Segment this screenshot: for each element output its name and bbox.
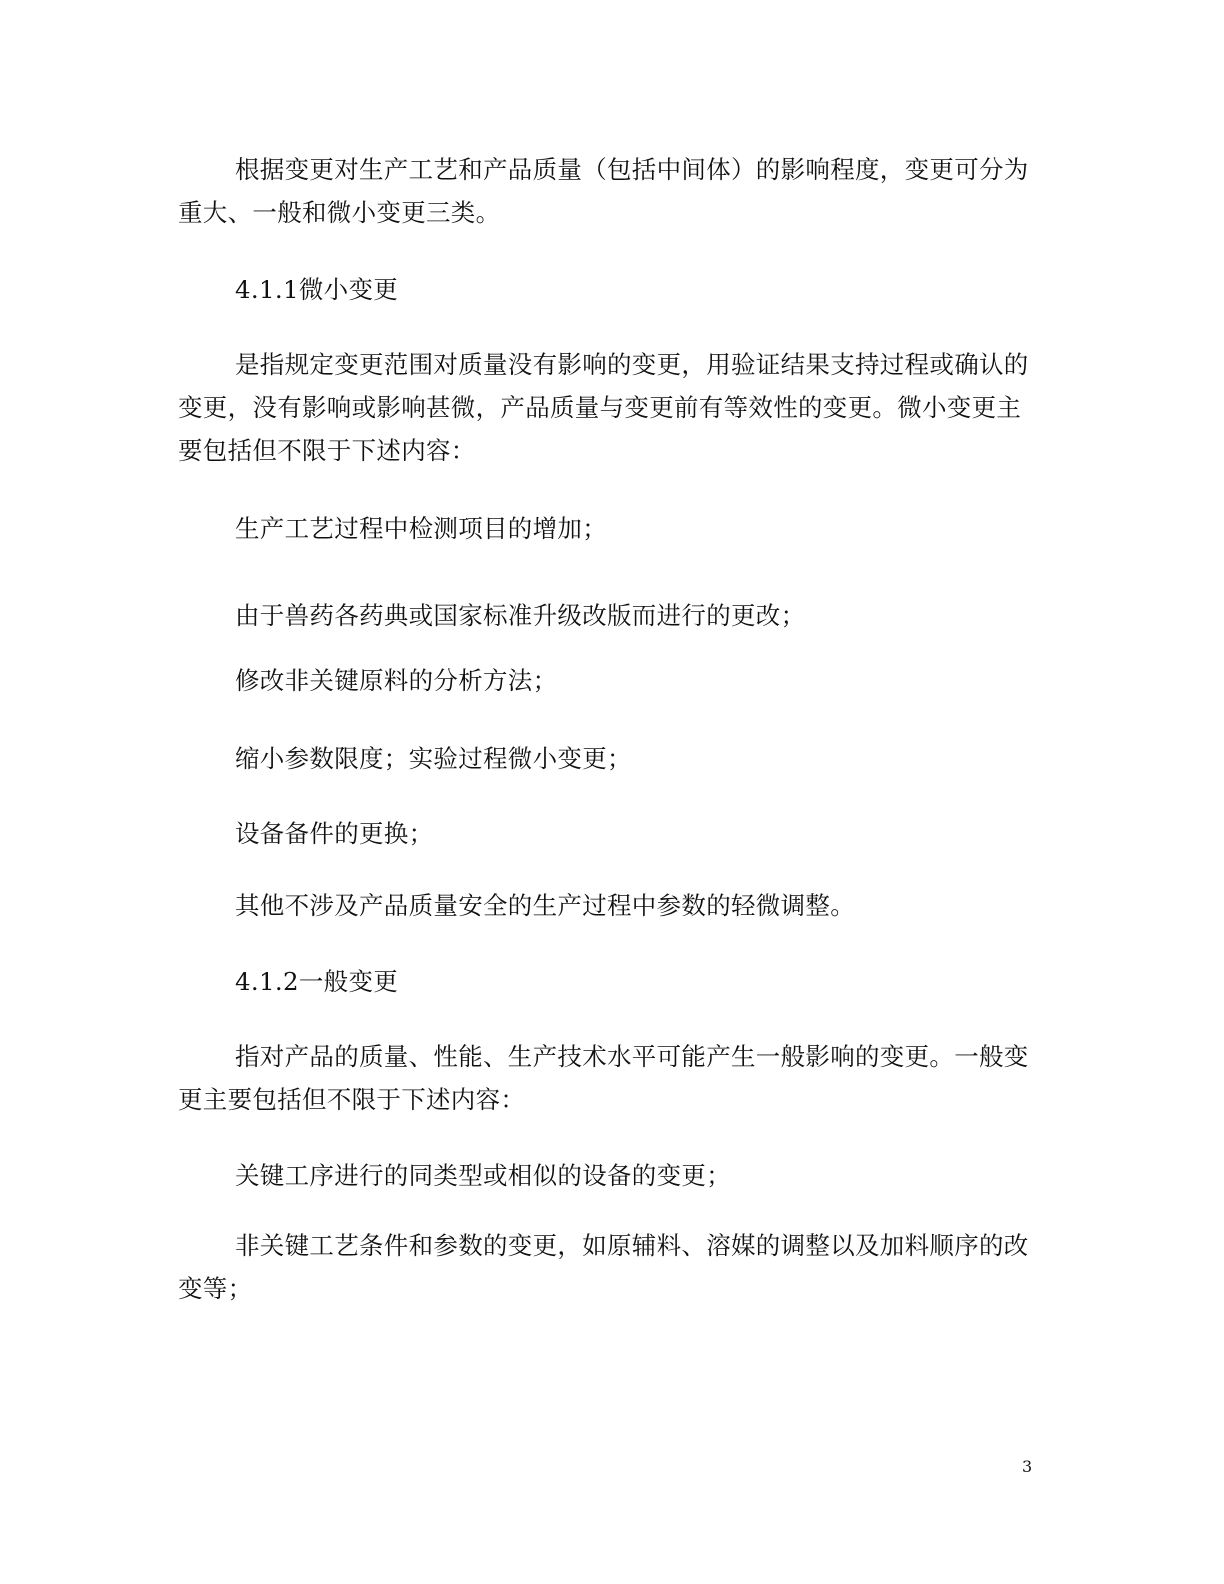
list-item-minor-3: 修改非关键原料的分析方法； bbox=[235, 666, 558, 695]
heading-general-change: 4.1.2一般变更 bbox=[235, 967, 399, 996]
page-number: 3 bbox=[1022, 1457, 1033, 1476]
list-item-minor-1: 生产工艺过程中检测项目的增加； bbox=[235, 514, 607, 543]
paragraph-minor-change-definition: 是指规定变更范围对质量没有影响的变更，用验证结果支持过程或确认的变更，没有影响或影响甚微，产品质量与变更前有等效性的变更。微小变更主要包括但不限于下述内容： bbox=[178, 350, 1029, 465]
paragraph-general-change-definition: 指对产品的质量、性能、生产技术水平可能产生一般影响的变更。一般变更主要包括但不限于下述内容： bbox=[178, 1042, 1029, 1114]
list-item-minor-2: 由于兽药各药典或国家标准升级改版而进行的更改； bbox=[235, 601, 806, 630]
list-item-minor-4: 缩小参数限度；实验过程微小变更； bbox=[235, 744, 632, 773]
paragraph-change-classification: 根据变更对生产工艺和产品质量（包括中间体）的影响程度，变更可分为重大、一般和微小变更三类。 bbox=[178, 155, 1029, 227]
list-item-general-1: 关键工序进行的同类型或相似的设备的变更； bbox=[235, 1161, 731, 1190]
list-item-minor-6: 其他不涉及产品质量安全的生产过程中参数的轻微调整。 bbox=[235, 891, 855, 920]
list-item-general-2: 非关键工艺条件和参数的变更，如原辅料、溶媒的调整以及加料顺序的改变等； bbox=[178, 1231, 1029, 1303]
list-item-minor-5: 设备备件的更换； bbox=[235, 819, 434, 848]
heading-minor-change: 4.1.1微小变更 bbox=[235, 275, 399, 304]
